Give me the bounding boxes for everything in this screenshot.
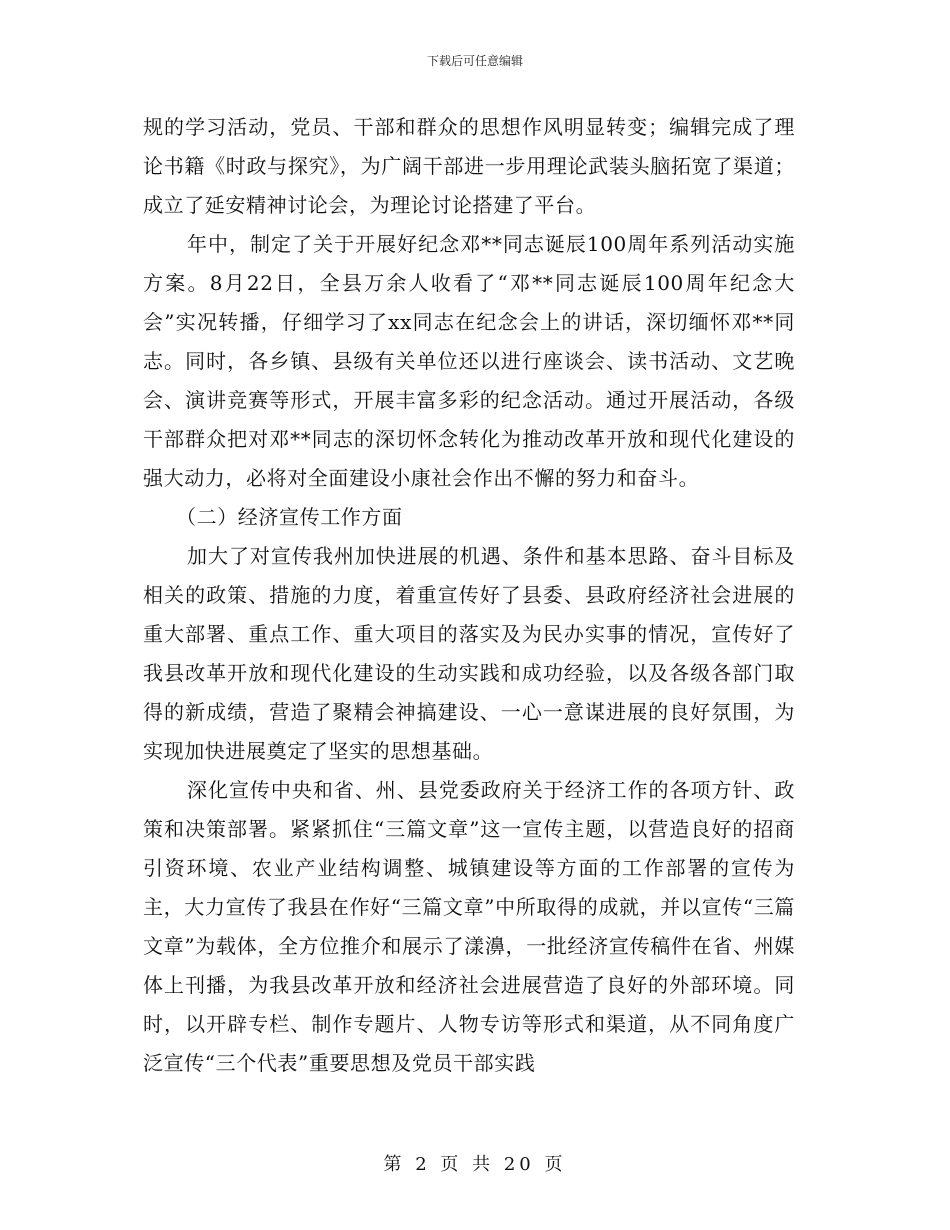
document-body bbox=[143, 108, 795, 1083]
paragraph-continued-study: 规的学习活动，党员、干部和群众的思想作风明显转变；编辑完成了理论书籍《时政与探究》，为广阔干部进一步用理论武装头脑拓宽了渠道；成立了延安精神讨论会，为理论讨论搭建了平台。 bbox=[143, 115, 795, 217]
paragraph-commemoration: 年中，制定了关于开展好纪念邓**同志诞辰100周年系列活动实施方案。8月22日，全县万余人收看了“邓**同志诞辰100周年纪念大会”实况转播，仔细学习了xx同志在纪念会上的讲话，深切缅怀邓**同志。同时，各乡镇、县级有关单位还以进行座谈会、读书活动、文艺晚会、演讲竞赛等形式，开展丰富多彩的纪念活动。通过开展活动，各级干部群众把对邓**同志的深切怀念转化为推动改革开放和现代化建设的强大动力，必将对全面建设小康社会作出不懈的努力和奋斗。 bbox=[143, 232, 795, 490]
section-heading-economic-publicity: （二）经济宣传工作方面 bbox=[176, 505, 403, 529]
page-header: 下载后可任意编辑 bbox=[426, 54, 523, 68]
paragraph-economic-publicity: 加大了对宣传我州加快进展的机遇、条件和基本思路、奋斗目标及相关的政策、措施的力度，着重宣传好了县委、县政府经济社会进展的重大部署、重点工作、重大项目的落实及为民办实事的情况，宣传好了我县改革开放和现代化建设的生动实践和成功经验，以及各级各部门取得的新成绩，营造了聚精会神搞建设、一心一意谋进展的良好氛围，为实现加快进展奠定了坚实的思想基础。 bbox=[143, 544, 795, 763]
paragraph-policy-publicity: 深化宣传中央和省、州、县党委政府关于经济工作的各项方针、政策和决策部署。紧紧抓住“三篇文章”这一宣传主题，以营造良好的招商引资环境、农业产业结构调整、城镇建设等方面的工作部署的宣传为主，大力宣传了我县在作好“三篇文章”中所取得的成就，并以宣传“三篇文章”为载体，全方位推介和展示了漾濞，一批经济宣传稿件在省、州媒体上刊播，为我县改革开放和经济社会进展营造了良好的外部环境。同时，以开辟专栏、制作专题片、人物专访等形式和渠道，从不同角度广泛宣传“三个代表”重要思想及党员干部实践 bbox=[143, 778, 795, 1075]
page-number-footer: 第 2 页 共 20 页 bbox=[383, 1154, 567, 1175]
